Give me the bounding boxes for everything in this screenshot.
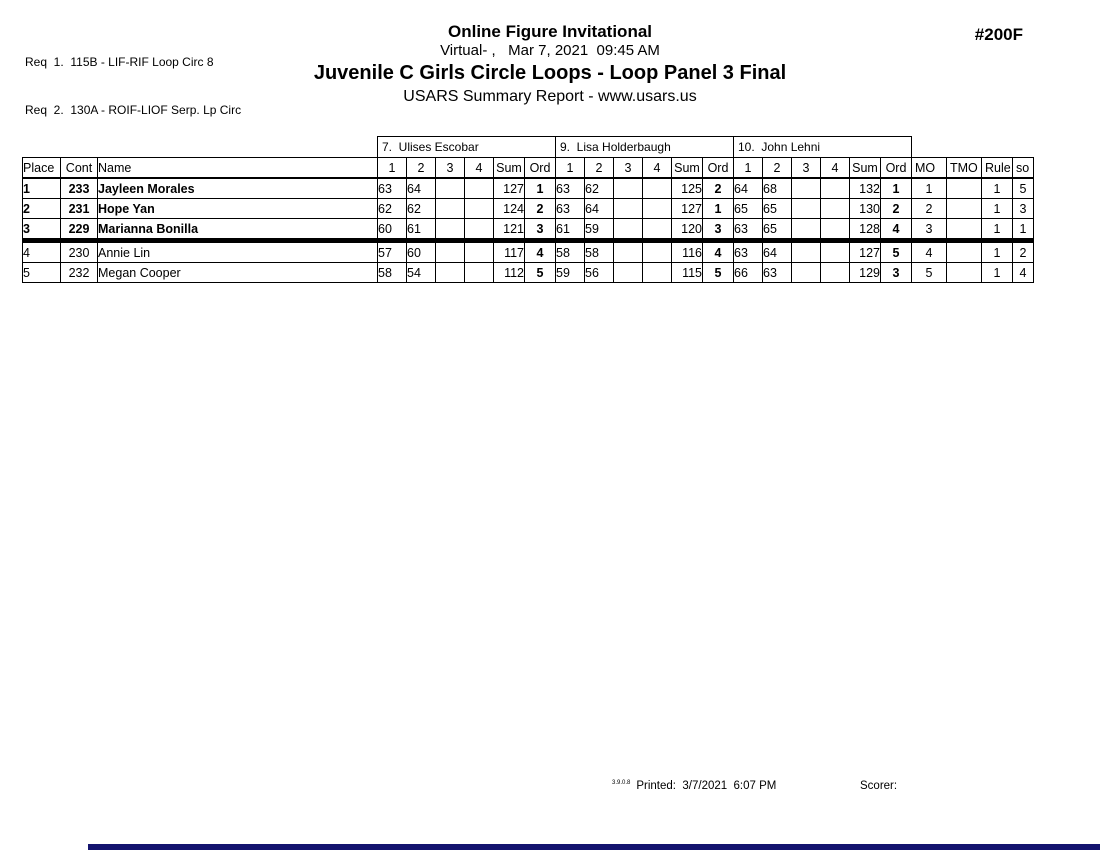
sum-cell: 127 <box>850 241 881 263</box>
column-header-score1: 1 <box>378 158 407 179</box>
score-cell <box>465 178 494 199</box>
score-cell <box>436 241 465 263</box>
score-cell: 58 <box>378 263 407 283</box>
sum-cell: 120 <box>672 219 703 241</box>
score-cell: 63 <box>556 178 585 199</box>
score-cell: 63 <box>378 178 407 199</box>
sum-cell: 128 <box>850 219 881 241</box>
judge-header-cell: 10. John Lehni <box>734 137 912 158</box>
ordinal-cell: 2 <box>881 199 912 219</box>
sum-cell: 125 <box>672 178 703 199</box>
sum-cell: 127 <box>672 199 703 219</box>
score-cell: 61 <box>407 219 436 241</box>
mo-cell: 5 <box>912 263 947 283</box>
version-stamp: 3.9.0.8 <box>612 780 631 786</box>
column-header-place: Place <box>23 158 61 179</box>
ordinal-cell: 5 <box>881 241 912 263</box>
requirement-line-2: Req 2. 130A - ROIF-LIOF Serp. Lp Circ <box>25 103 242 117</box>
score-cell: 60 <box>378 219 407 241</box>
sum-cell: 129 <box>850 263 881 283</box>
rule-cell: 1 <box>982 199 1013 219</box>
score-cell: 56 <box>585 263 614 283</box>
column-header-score3: 3 <box>792 158 821 179</box>
table-row <box>23 219 1034 241</box>
score-cell: 65 <box>763 199 792 219</box>
sum-cell: 116 <box>672 241 703 263</box>
score-cell <box>465 263 494 283</box>
score-cell: 64 <box>734 178 763 199</box>
column-header-mo: MO <box>912 158 947 179</box>
so-cell: 5 <box>1013 178 1034 199</box>
skater-name-cell: Jayleen Morales <box>98 178 378 199</box>
score-cell: 60 <box>407 241 436 263</box>
rule-cell: 1 <box>982 241 1013 263</box>
ordinal-cell: 4 <box>525 241 556 263</box>
ordinal-cell: 5 <box>703 263 734 283</box>
score-cell <box>792 241 821 263</box>
score-cell <box>792 178 821 199</box>
score-cell <box>821 178 850 199</box>
report-subtitle: USARS Summary Report - www.usars.us <box>403 88 697 105</box>
score-cell: 54 <box>407 263 436 283</box>
tmo-cell <box>947 178 982 199</box>
score-cell <box>643 263 672 283</box>
column-header-score1: 1 <box>734 158 763 179</box>
judge-names-row <box>23 137 1034 158</box>
score-cell: 61 <box>556 219 585 241</box>
mo-cell: 3 <box>912 219 947 241</box>
score-cell <box>465 219 494 241</box>
sum-cell: 117 <box>494 241 525 263</box>
sum-cell: 132 <box>850 178 881 199</box>
score-cell: 64 <box>407 178 436 199</box>
so-cell: 4 <box>1013 263 1034 283</box>
score-cell <box>436 219 465 241</box>
score-cell: 62 <box>585 178 614 199</box>
column-header-sum: Sum <box>494 158 525 179</box>
column-header-name: Name <box>98 158 378 179</box>
so-cell: 3 <box>1013 199 1034 219</box>
score-cell <box>821 199 850 219</box>
sum-cell: 121 <box>494 219 525 241</box>
division-title: Juvenile C Girls Circle Loops - Loop Panel 3 Final <box>313 62 787 84</box>
score-cell: 65 <box>763 219 792 241</box>
printed-line <box>612 780 776 792</box>
tmo-cell <box>947 219 982 241</box>
table-row <box>23 263 1034 283</box>
score-cell: 65 <box>734 199 763 219</box>
score-cell <box>465 199 494 219</box>
score-cell: 57 <box>378 241 407 263</box>
tmo-cell <box>947 241 982 263</box>
score-cell <box>821 219 850 241</box>
score-cell <box>614 199 643 219</box>
column-header-score2: 2 <box>585 158 614 179</box>
event-title: Online Figure Invitational <box>447 22 653 41</box>
column-header-tmo: TMO <box>947 158 982 179</box>
score-cell <box>821 241 850 263</box>
column-header-sum: Sum <box>850 158 881 179</box>
column-header-ord: Ord <box>525 158 556 179</box>
so-cell: 2 <box>1013 241 1034 263</box>
ordinal-cell: 3 <box>703 219 734 241</box>
results-table <box>22 136 1034 283</box>
score-cell <box>821 263 850 283</box>
column-header-score1: 1 <box>556 158 585 179</box>
ordinal-cell: 2 <box>525 199 556 219</box>
score-cell <box>792 263 821 283</box>
column-header-score4: 4 <box>465 158 494 179</box>
sum-cell: 115 <box>672 263 703 283</box>
column-header-score2: 2 <box>763 158 792 179</box>
table-row <box>23 199 1034 219</box>
sum-cell: 124 <box>494 199 525 219</box>
skater-name-cell: Marianna Bonilla <box>98 219 378 241</box>
contestant-number-cell: 230 <box>61 241 98 263</box>
score-cell: 63 <box>734 219 763 241</box>
score-cell: 66 <box>734 263 763 283</box>
table-row <box>23 178 1034 199</box>
ordinal-cell: 2 <box>703 178 734 199</box>
column-header-score3: 3 <box>614 158 643 179</box>
score-cell <box>614 263 643 283</box>
sum-cell: 130 <box>850 199 881 219</box>
score-cell <box>436 178 465 199</box>
table-row <box>23 241 1034 263</box>
rule-cell: 1 <box>982 178 1013 199</box>
score-cell: 63 <box>734 241 763 263</box>
score-cell <box>643 178 672 199</box>
so-cell: 1 <box>1013 219 1034 241</box>
rule-cell: 1 <box>982 219 1013 241</box>
printed-timestamp: Printed: 3/7/2021 6:07 PM <box>636 780 777 792</box>
score-cell: 58 <box>585 241 614 263</box>
contestant-number-cell: 231 <box>61 199 98 219</box>
ordinal-cell: 1 <box>525 178 556 199</box>
column-header-ord: Ord <box>703 158 734 179</box>
score-cell: 63 <box>556 199 585 219</box>
column-header-score2: 2 <box>407 158 436 179</box>
contestant-number-cell: 232 <box>61 263 98 283</box>
column-header-sum: Sum <box>672 158 703 179</box>
score-cell <box>643 199 672 219</box>
place-cell: 1 <box>23 178 61 199</box>
skater-name-cell: Hope Yan <box>98 199 378 219</box>
mo-cell: 1 <box>912 178 947 199</box>
mo-cell: 2 <box>912 199 947 219</box>
place-cell: 3 <box>23 219 61 241</box>
judge-row-spacer-right <box>912 137 1034 158</box>
score-cell: 64 <box>585 199 614 219</box>
score-cell: 62 <box>407 199 436 219</box>
score-cell <box>643 219 672 241</box>
column-header-ord: Ord <box>881 158 912 179</box>
contestant-number-cell: 229 <box>61 219 98 241</box>
judge-header-cell: 7. Ulises Escobar <box>378 137 556 158</box>
column-header-score4: 4 <box>821 158 850 179</box>
scorer-label: Scorer: <box>860 780 898 792</box>
venue-date-line: Virtual- , Mar 7, 2021 09:45 AM <box>440 42 660 59</box>
tmo-cell <box>947 199 982 219</box>
score-cell: 59 <box>585 219 614 241</box>
column-header-cont: Cont <box>61 158 98 179</box>
event-number: #200F <box>974 25 1023 44</box>
score-cell <box>436 263 465 283</box>
score-cell <box>436 199 465 219</box>
judge-row-spacer-left <box>23 137 378 158</box>
skater-name-cell: Annie Lin <box>98 241 378 263</box>
title-block <box>0 22 1100 106</box>
ordinal-cell: 5 <box>525 263 556 283</box>
sum-cell: 112 <box>494 263 525 283</box>
column-header-score4: 4 <box>643 158 672 179</box>
score-cell: 63 <box>763 263 792 283</box>
skater-name-cell: Megan Cooper <box>98 263 378 283</box>
place-cell: 2 <box>23 199 61 219</box>
bottom-page-edge <box>88 844 1100 850</box>
column-header-row <box>23 158 1034 179</box>
rule-cell: 1 <box>982 263 1013 283</box>
score-cell <box>614 219 643 241</box>
column-header-score3: 3 <box>436 158 465 179</box>
column-header-rule: Rule <box>982 158 1013 179</box>
score-cell: 68 <box>763 178 792 199</box>
score-cell <box>465 241 494 263</box>
requirement-line-1: Req 1. 115B - LIF-RIF Loop Circ 8 <box>25 55 214 69</box>
results-body <box>23 178 1034 283</box>
tmo-cell <box>947 263 982 283</box>
contestant-number-cell: 233 <box>61 178 98 199</box>
sum-cell: 127 <box>494 178 525 199</box>
ordinal-cell: 1 <box>703 199 734 219</box>
ordinal-cell: 3 <box>525 219 556 241</box>
ordinal-cell: 4 <box>881 219 912 241</box>
place-cell: 5 <box>23 263 61 283</box>
score-cell <box>792 219 821 241</box>
score-cell: 59 <box>556 263 585 283</box>
place-cell: 4 <box>23 241 61 263</box>
score-cell: 58 <box>556 241 585 263</box>
judge-header-cell: 9. Lisa Holderbaugh <box>556 137 734 158</box>
score-cell <box>643 241 672 263</box>
score-cell <box>614 178 643 199</box>
ordinal-cell: 3 <box>881 263 912 283</box>
score-cell <box>792 199 821 219</box>
score-cell: 62 <box>378 199 407 219</box>
ordinal-cell: 1 <box>881 178 912 199</box>
score-cell <box>614 241 643 263</box>
mo-cell: 4 <box>912 241 947 263</box>
column-header-so: so <box>1013 158 1034 179</box>
ordinal-cell: 4 <box>703 241 734 263</box>
score-cell: 64 <box>763 241 792 263</box>
